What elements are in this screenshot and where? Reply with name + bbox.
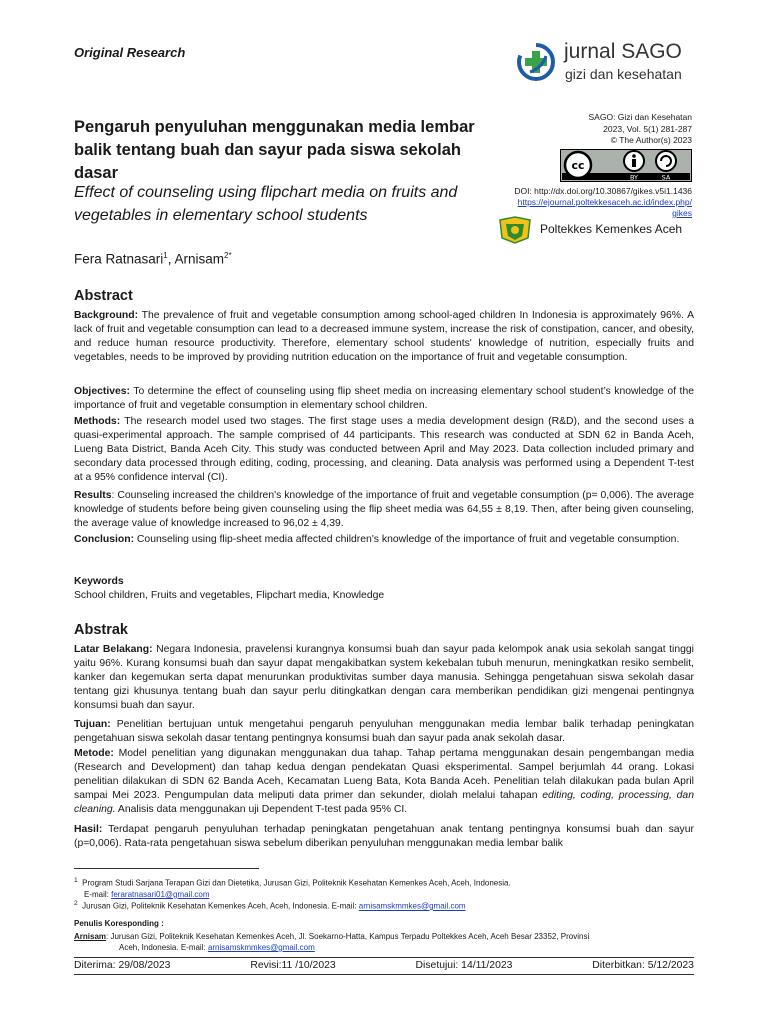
journal-title: jurnal SAGO: [564, 40, 682, 63]
author-2: Arnisam: [174, 251, 225, 267]
dates-divider-top: [74, 957, 694, 958]
abstrak-hasil: [74, 823, 694, 851]
journal-logo: [516, 40, 706, 84]
copyright: © The Author(s) 2023: [610, 135, 692, 145]
footnote-1-text: Program Studi Sarjana Terapan Gizi dan Dietetika, Jurusan Gizi, Politeknik Kesehatan Kemenkes Aceh, Aceh, Indonesia.: [82, 878, 511, 888]
abstract-results: [74, 489, 694, 531]
article-dates: [74, 960, 694, 971]
background-label: Background:: [74, 310, 139, 321]
article-type: Original Research: [74, 45, 186, 60]
objectives-label: Objectives:: [74, 386, 131, 397]
abstract-background: [74, 309, 694, 365]
metode-text-italic: editing, coding, processing, dan cleaning.: [74, 790, 694, 815]
footnote-divider: [74, 868, 259, 869]
author-1: Fera Ratnasari: [74, 251, 164, 267]
metode-text-a: Model penelitian yang digunakan menggunakan dua tahap. Tahap pertama menggunakan desain pengembangan media (Research and Development) dan tahap kedua dengan pendekatan Quasi eksperimental. Sampel berjumlah 44 orang. Lokasi penelitian dilakukan di SDN 62 Banda Aceh, Kecamatan Lueng Bata, Kota Banda Aceh. Penelitian telah dilakukan pada bulan April sampai Mei 2023. Pengumpulan data meliputi data primer dan sekunder, diolah melalui tahapan: [74, 748, 694, 801]
metode-text-b: Analisis data menggunakan uji Dependent T-test pada 95% CI.: [115, 804, 408, 815]
abstract-heading: Abstract: [74, 288, 133, 304]
author-2-affiliation: 2*: [224, 251, 232, 260]
latar-belakang-label: Latar Belakang:: [74, 644, 153, 655]
background-text: The prevalence of fruit and vegetable consumption among school-aged children In Indonesia is approximately 96%. A lack of fruit and vegetable consumption can lead to a decreased immune system, increase the risk of constipation, cancer, and obesity, and reduce human resource productivity. Therefore, elementary school students' knowledge of nutrition, especially fruits and vegetables, needs to be improved by providing nutrition education on the importance of fruit and vegetable consumption.: [74, 310, 694, 363]
footnote-2-text: Jurusan Gizi, Politeknik Kesehatan Kemenkes Aceh, Aceh, Indonesia. E-mail:: [82, 901, 359, 911]
footnote-1-email-label: E-mail:: [84, 889, 112, 899]
dates-divider-bottom: [74, 974, 694, 975]
cc-sa-label: SA: [661, 173, 671, 182]
hasil-label: Hasil:: [74, 824, 103, 835]
conclusion-label: Conclusion:: [74, 534, 135, 545]
doi: DOI: http://dx.doi.org/10.30867/gikes.v5i1.1436: [514, 186, 692, 196]
date-revised: Revisi:11 /10/2023: [250, 960, 336, 971]
footnote-1-email[interactable]: feraratnasari01@gmail.com: [111, 889, 210, 899]
keywords-label: Keywords: [74, 576, 124, 587]
doi-block: [452, 186, 692, 219]
results-text: : Counseling increased the children's knowledge of the importance of fruit and vegetable consumption (p= 0,006). The average knowledge of students before being given counseling using the flip sheet media was 64,55 ± 8,19. Then, after being given counseling, the average value of knowledge increased to 96,02 ± 4,39.: [74, 490, 694, 529]
abstract-methods: [74, 415, 694, 485]
journal-meta: [482, 112, 692, 147]
corresponding-address: : Jurusan Gizi, Politeknik Kesehatan Kemenkes Aceh, Jl. Soekarno-Hatta, Kampus Terpadu Poltekkes Aceh, Aceh Besar 23352, Provinsi: [106, 932, 590, 941]
date-accepted: Disetujui: 14/11/2023: [415, 960, 513, 971]
journal-url-line1[interactable]: https://ejournal.poltekkesaceh.ac.id/index.php/: [517, 197, 692, 207]
keywords-text: School children, Fruits and vegetables, Flipchart media, Knowledge: [74, 590, 385, 601]
abstract-objectives: [74, 385, 694, 413]
conclusion-text: Counseling using flip-sheet media affected children's knowledge of the importance of fruit and vegetable consumption.: [134, 534, 680, 545]
journal-url-line2[interactable]: gikes: [672, 208, 692, 218]
date-published: Diterbitkan: 5/12/2023: [592, 960, 694, 971]
hasil-text: Terdapat pengaruh penyuluhan terhadap peningkatan pengetahuan anak tentang pentingnya konsumsi buah dan sayur (p=0,006). Rata-rata pengetahuan siswa sebelum diberikan penyuluhan menggunakan media lembar balik: [74, 824, 694, 849]
latar-belakang-text: Negara Indonesia, pravelensi kurangnya konsumsi buah dan sayur pada kelompok anak usia sekolah sangat tinggi yaitu 96%. Kurang konsumsi buah dan sayur dapat mengakibatkan system kekebalan tubuh menurun, meningkatkan resiko sembelit, kanker dan kegemukan serta dapat menurunkan produktivitas sumber daya manusia. Sehingga pengetahuan siswa sekolah dasar tentang gizi khusunya tentang buah dan sayur perlu ditingkatkan dengan cara memberikan pendidikan gizi mengenai pentingnya konsumsi buah dan sayur.: [74, 644, 694, 711]
date-received: Diterima: 29/08/2023: [74, 960, 171, 971]
institution: [498, 216, 698, 244]
corresponding-label: Penulis Koresponding :: [74, 919, 164, 928]
corresponding-name: Arnisam: [74, 932, 107, 941]
methods-text: The research model used two stages. The first stage uses a media development design (R&D), and the second uses a quasi-experimental approach. The sample comprised of 44 participants. This research was conducted at SDN 62 in Banda Aceh, Lueng Bata District, Banda Aceh City. This study was conducted between April and May 2023. Data collection included primary and secondary data processed through editing, coding, processing, and cleaning. Data analysis was performed using a Dependent T-test at a 95% confidence interval (CI).: [74, 416, 694, 483]
corresponding-address-2: Aceh, Indonesia. E-mail:: [119, 943, 208, 952]
authors: [74, 251, 232, 267]
metode-label: Metode:: [74, 748, 114, 759]
abstrak-heading: Abstrak: [74, 622, 128, 638]
methods-label: Methods:: [74, 416, 121, 427]
journal-subtitle: gizi dan kesehatan: [565, 66, 682, 82]
journal-volume: 2023, Vol. 5(1) 281-287: [603, 123, 692, 134]
abstrak-metode: [74, 747, 694, 817]
poltekkes-logo-icon: [498, 216, 532, 244]
title-indonesian: Pengaruh penyuluhan menggunakan media lembar balik tentang buah dan sayur pada siswa sekolah dasar: [74, 118, 475, 182]
footnote-1-number: 1: [74, 877, 78, 884]
author-1-affiliation: 1: [163, 251, 168, 260]
corresponding-email[interactable]: arnisamskmmkes@gmail.com: [207, 943, 315, 952]
abstrak-latar-belakang: [74, 643, 694, 713]
institution-name: Poltekkes Kemenkes Aceh: [540, 222, 683, 236]
footnote-1: [74, 875, 694, 900]
journal-name: SAGO: Gizi dan Kesehatan: [588, 112, 692, 122]
title-english: Effect of counseling using flipchart media on fruits and vegetables in elementary school students: [74, 184, 458, 224]
objectives-text: To determine the effect of counseling using flip sheet media on increasing elementary school student’s knowledge of the importance of fruit and vegetable consumption in elementary school children.: [74, 386, 694, 411]
tujuan-label: Tujuan:: [74, 719, 111, 730]
cc-by-sa-icon[interactable]: [560, 149, 692, 182]
abstract-conclusion: [74, 533, 694, 547]
tujuan-text: Penelitian bertujuan untuk mengetahui pengaruh penyuluhan menggunakan media lembar balik terhadap peningkatan pengetahuan siswa sekolah dasar tentang pentingnya konsumsi buah dan sayur pada anak sekolah dasar.: [74, 719, 694, 744]
footnote-2-email[interactable]: arnisamskmmkes@gmail.com: [358, 901, 466, 911]
footnote-2-number: 2: [74, 900, 78, 907]
abstrak-tujuan: [74, 718, 694, 746]
footnote-2: [74, 898, 694, 912]
sago-logo-icon: [516, 42, 556, 82]
corresponding-author: [74, 931, 694, 953]
author-separator: ,: [167, 251, 175, 267]
cc-by-label: BY: [629, 173, 639, 182]
results-label: Results: [74, 490, 112, 501]
svg-text:cc: cc: [571, 159, 585, 172]
